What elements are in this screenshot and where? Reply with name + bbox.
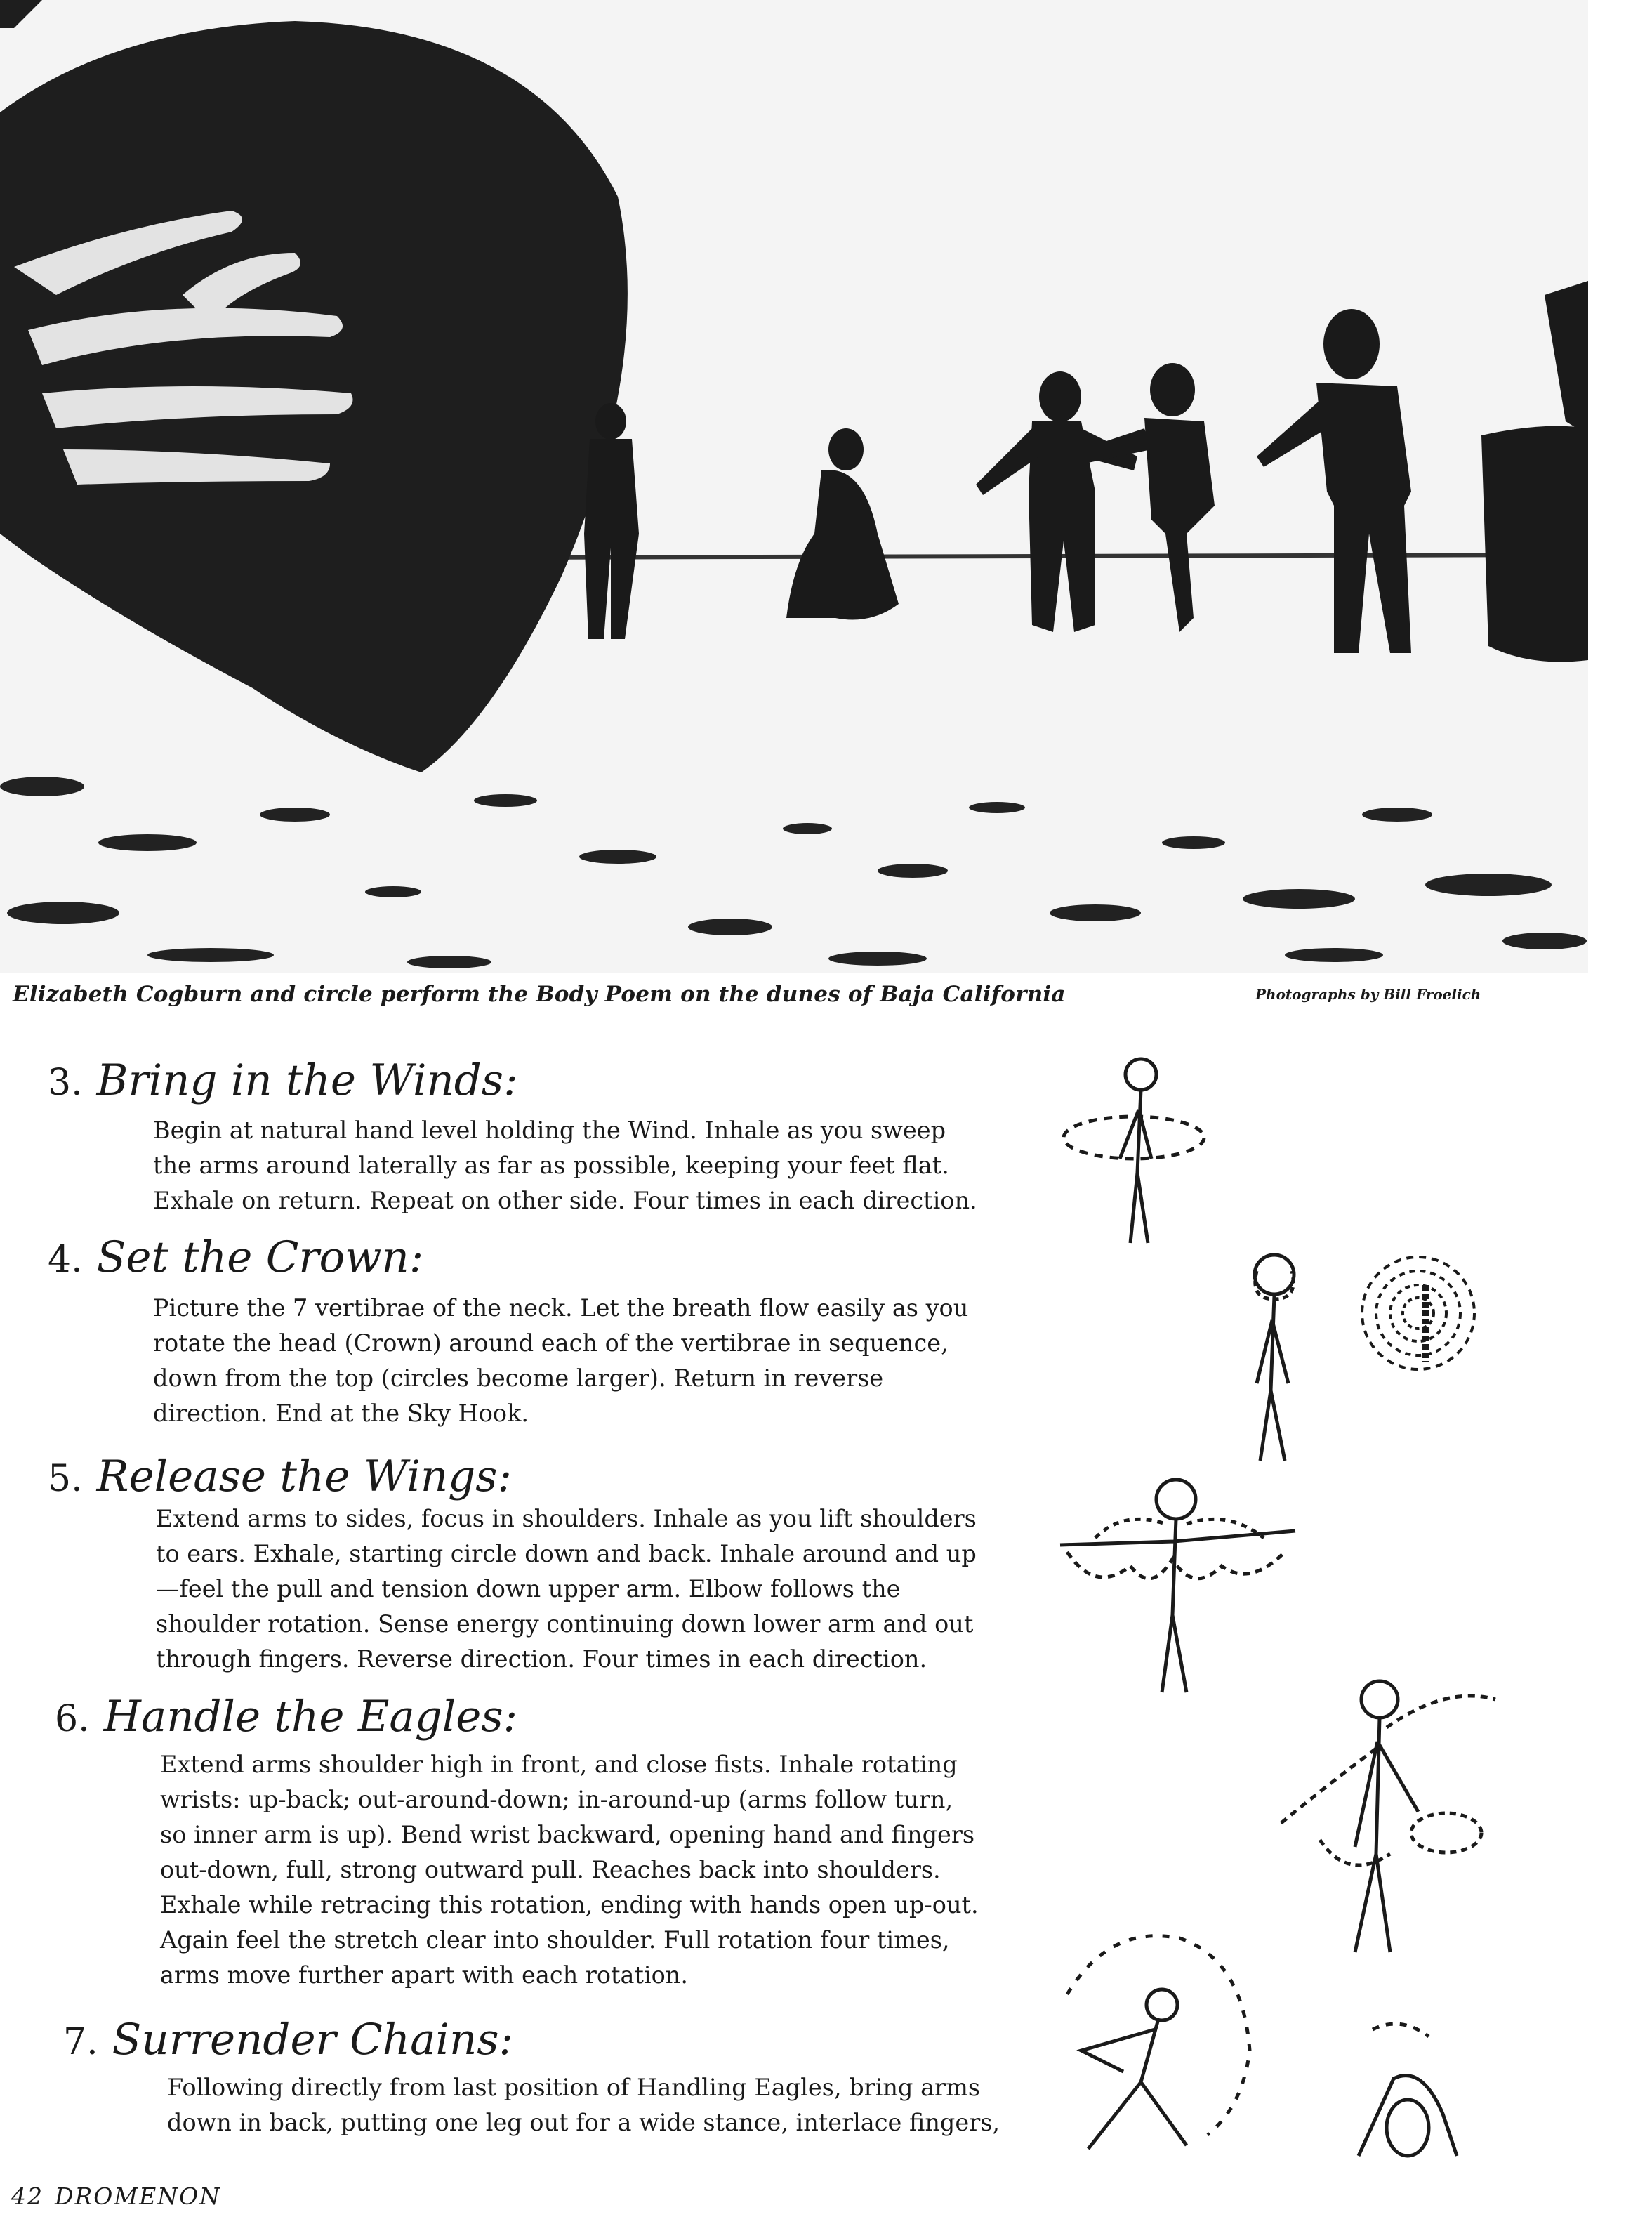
body-line: Picture the 7 vertibrae of the neck. Let the breath flow easily as you — [153, 1294, 969, 1322]
surrender-figure-illustration — [1046, 1924, 1271, 2163]
body-line: Exhale while retracing this rotation, ending with hands open up-out. — [160, 1891, 979, 1919]
section-title: Handle the Eagles: — [103, 1692, 518, 1742]
chains-circle-illustration — [1344, 2015, 1471, 2170]
body-line: —feel the pull and tension down upper arm. Elbow follows the — [156, 1575, 901, 1602]
body-line: to ears. Exhale, starting circle down and back. Inhale around and up — [156, 1540, 977, 1567]
section-title: Surrender Chains: — [112, 2015, 514, 2065]
body-line: arms move further apart with each rotation. — [160, 1961, 688, 1989]
section-4-heading — [48, 1232, 424, 1282]
body-line: Extend arms to sides, focus in shoulders. Inhale as you lift shoulders — [156, 1505, 977, 1532]
body-line: out-down, full, strong outward pull. Reaches back into shoulders. — [160, 1856, 941, 1883]
body-line: Begin at natural hand level holding the Wind. Inhale as you sweep — [153, 1117, 946, 1144]
section-5-heading — [48, 1452, 513, 1501]
section-7-heading — [63, 2015, 514, 2065]
body-line: down in back, putting one leg out for a wide stance, interlace fingers, — [167, 2109, 1000, 2136]
body-line: rotate the head (Crown) around each of the vertibrae in sequence, — [153, 1329, 949, 1357]
section-number: 5. — [48, 1458, 83, 1500]
section-number: 3. — [48, 1062, 83, 1104]
section-number: 6. — [55, 1698, 90, 1740]
section-number: 4. — [48, 1239, 83, 1281]
section-number: 7. — [63, 2021, 98, 2063]
section-title: Bring in the Winds: — [96, 1055, 518, 1105]
winds-figure-illustration — [1046, 1053, 1201, 1250]
section-6-body — [160, 1747, 1073, 1993]
body-line: Again feel the stretch clear into shoulder. Full rotation four times, — [160, 1926, 950, 1954]
body-line: shoulder rotation. Sense energy continuing down lower arm and out — [156, 1610, 974, 1638]
eagles-figure-illustration — [1250, 1671, 1516, 1966]
body-line: Exhale on return. Repeat on other side. Four times in each direction. — [153, 1187, 977, 1214]
body-line: Extend arms shoulder high in front, and close fists. Inhale rotating — [160, 1751, 958, 1778]
section-6-heading — [55, 1692, 518, 1742]
vertebrae-circles-illustration — [1355, 1250, 1481, 1376]
body-line: through fingers. Reverse direction. Four times in each direction. — [156, 1645, 927, 1673]
dune-photograph — [0, 0, 1588, 973]
body-line: down from the top (circles become larger). Return in reverse — [153, 1364, 884, 1392]
section-3-body — [153, 1113, 1066, 1218]
page-footer — [11, 2183, 221, 2210]
crown-figure-illustration — [1201, 1250, 1355, 1475]
body-line: direction. End at the Sky Hook. — [153, 1400, 529, 1427]
section-3-heading — [48, 1055, 518, 1105]
wings-figure-illustration — [1053, 1475, 1306, 1699]
body-line: Following directly from last position of Handling Eagles, bring arms — [167, 2074, 981, 2101]
section-4-body — [153, 1291, 1066, 1431]
body-line: so inner arm is up). Bend wrist backward, opening hand and fingers — [160, 1821, 975, 1848]
magazine-name: DROMENON — [55, 2183, 222, 2210]
body-line: wrists: up-back; out-around-down; in-around-up (arms follow turn, — [160, 1786, 953, 1813]
section-title: Set the Crown: — [96, 1232, 424, 1282]
page-number: 42 — [11, 2183, 44, 2210]
section-5-body — [156, 1501, 1069, 1677]
body-line: the arms around laterally as far as possible, keeping your feet flat. — [153, 1152, 949, 1179]
section-title: Release the Wings: — [96, 1452, 513, 1501]
photo-caption: Elizabeth Cogburn and circle perform the Body Poem on the dunes of Baja California — [13, 982, 1066, 1007]
section-7-body — [167, 2070, 1080, 2140]
photo-credit: Photographs by Bill Froelich — [1255, 986, 1481, 1003]
